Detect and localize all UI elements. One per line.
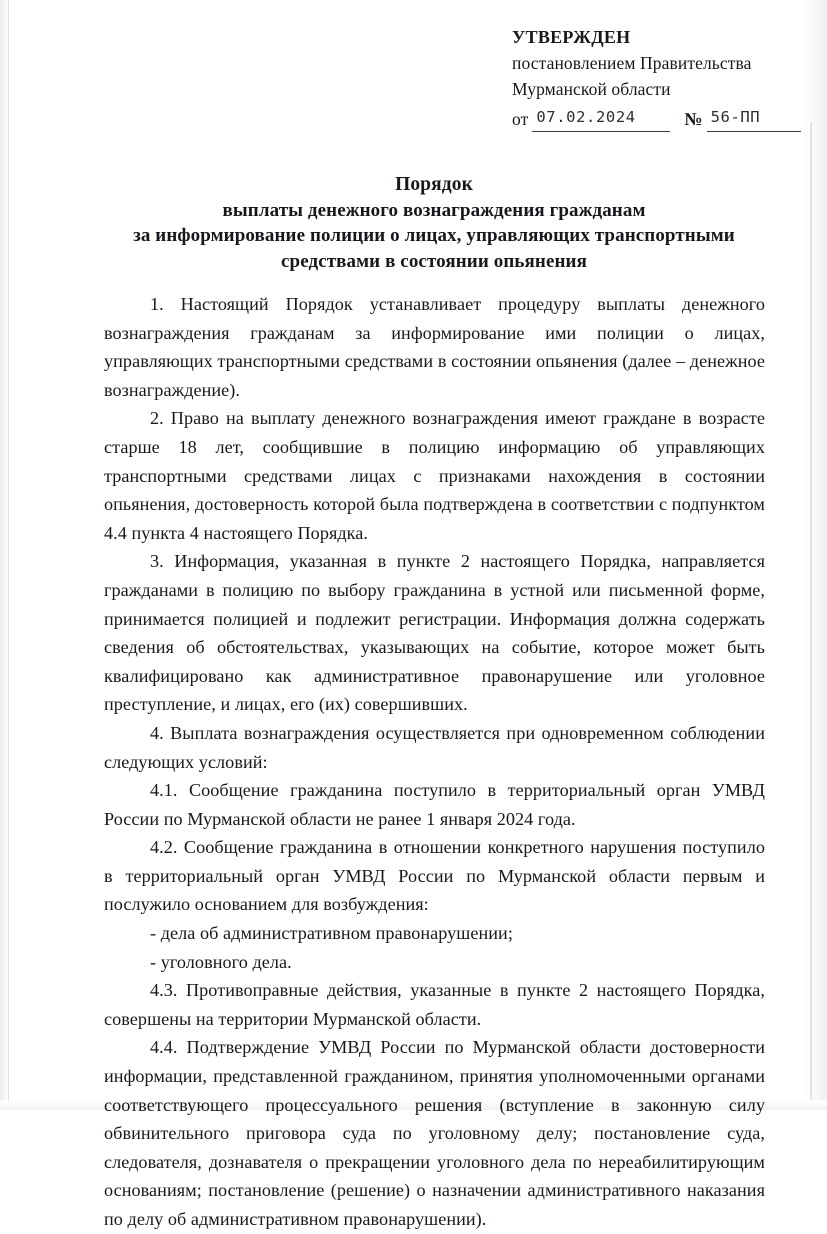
approval-heading: УТВЕРЖДЕН: [512, 27, 631, 47]
approval-authority-line-2: Мурманской области: [512, 79, 671, 99]
clause-paragraph: 4.2. Сообщение гражданина в отношении конкретного нарушения поступило в территориальный орган УМВД России по Мурманской области первым и послужило основанием для возбуждения:: [104, 837, 765, 915]
number-label: №: [684, 109, 703, 129]
clause-paragraph: 1. Настоящий Порядок устанавливает процедуру выплаты денежного вознаграждения гражданам за информирование ими полиции о лицах, управляющих транспортными средствами в состоянии опьянения (далее – денежное вознаграждение).: [104, 294, 765, 400]
clause-paragraph: 4.1. Сообщение гражданина поступило в территориальный орган УМВД России по Мурманской области не ранее 1 января 2024 года.: [104, 780, 765, 829]
title-line-2: выплаты денежного вознаграждения гражданам: [222, 199, 646, 221]
page-right-curl-line: [810, 122, 812, 1110]
decree-date-value: 07.02.2024: [532, 104, 670, 132]
clause-paragraph: 3. Информация, указанная в пункте 2 настоящего Порядка, направляется гражданами в полицию по выбору гражданина в устной или письменной форме, принимается полицией и подлежит регистрации. Информация должна содержать сведения об обстоятельствах, указывающих на событие, которое может быть квалифицировано как административное правонарушение или уголовное преступление, и лицах, его (их) совершивших.: [104, 551, 765, 715]
approval-date-number-row: [512, 104, 802, 132]
title-line-3: за информирование полиции о лицах, управляющих транспортными: [133, 225, 735, 246]
document-body: [104, 290, 765, 1234]
decree-number-value: 56-ПП: [707, 104, 801, 132]
title-line-1: Порядок: [395, 174, 473, 195]
page-left-edge-line: [8, 0, 9, 1110]
page-title: [104, 172, 764, 274]
page-right-edge-shading: [803, 0, 827, 1110]
title-line-4: средствами в состоянии опьянения: [281, 250, 587, 272]
clause-paragraph: 4.3. Противоправные действия, указанные в пункте 2 настоящего Порядка, совершены на территории Мурманской области.: [104, 980, 765, 1029]
approval-authority-line-1: постановлением Правительства: [512, 53, 752, 73]
clause-paragraph: 4.4. Подтверждение УМВД России по Мурманской области достоверности информации, представленной гражданином, принятия уполномоченными органами соответствующего процессуального решения (вступление в законную силу обвинительного приговора суда по уголовному делу; постановление суда, следователя, дознавателя о прекращении уголовного дела по нереабилитирующим основаниям; постановление (решение) о назначении административного наказания по делу об административном правонарушении).: [104, 1037, 765, 1229]
clause-paragraph: 2. Право на выплату денежного вознаграждения имеют граждане в возрасте старше 18 лет, сообщившие в полицию информацию об управляющих транспортными средствами лицах с признаками нахождения в состоянии опьянения, достоверность которой была подтверждена в соответствии с подпунктом 4.4 пункта 4 настоящего Порядка.: [104, 408, 765, 543]
dash-list-item: - уголовного дела.: [150, 951, 292, 972]
date-label: от: [512, 109, 529, 129]
dash-list-item: - дела об административном правонарушении;: [150, 923, 513, 944]
approval-block: [512, 24, 802, 132]
clause-paragraph: 4. Выплата вознаграждения осуществляется при одновременном соблюдении следующих условий:: [104, 722, 765, 772]
